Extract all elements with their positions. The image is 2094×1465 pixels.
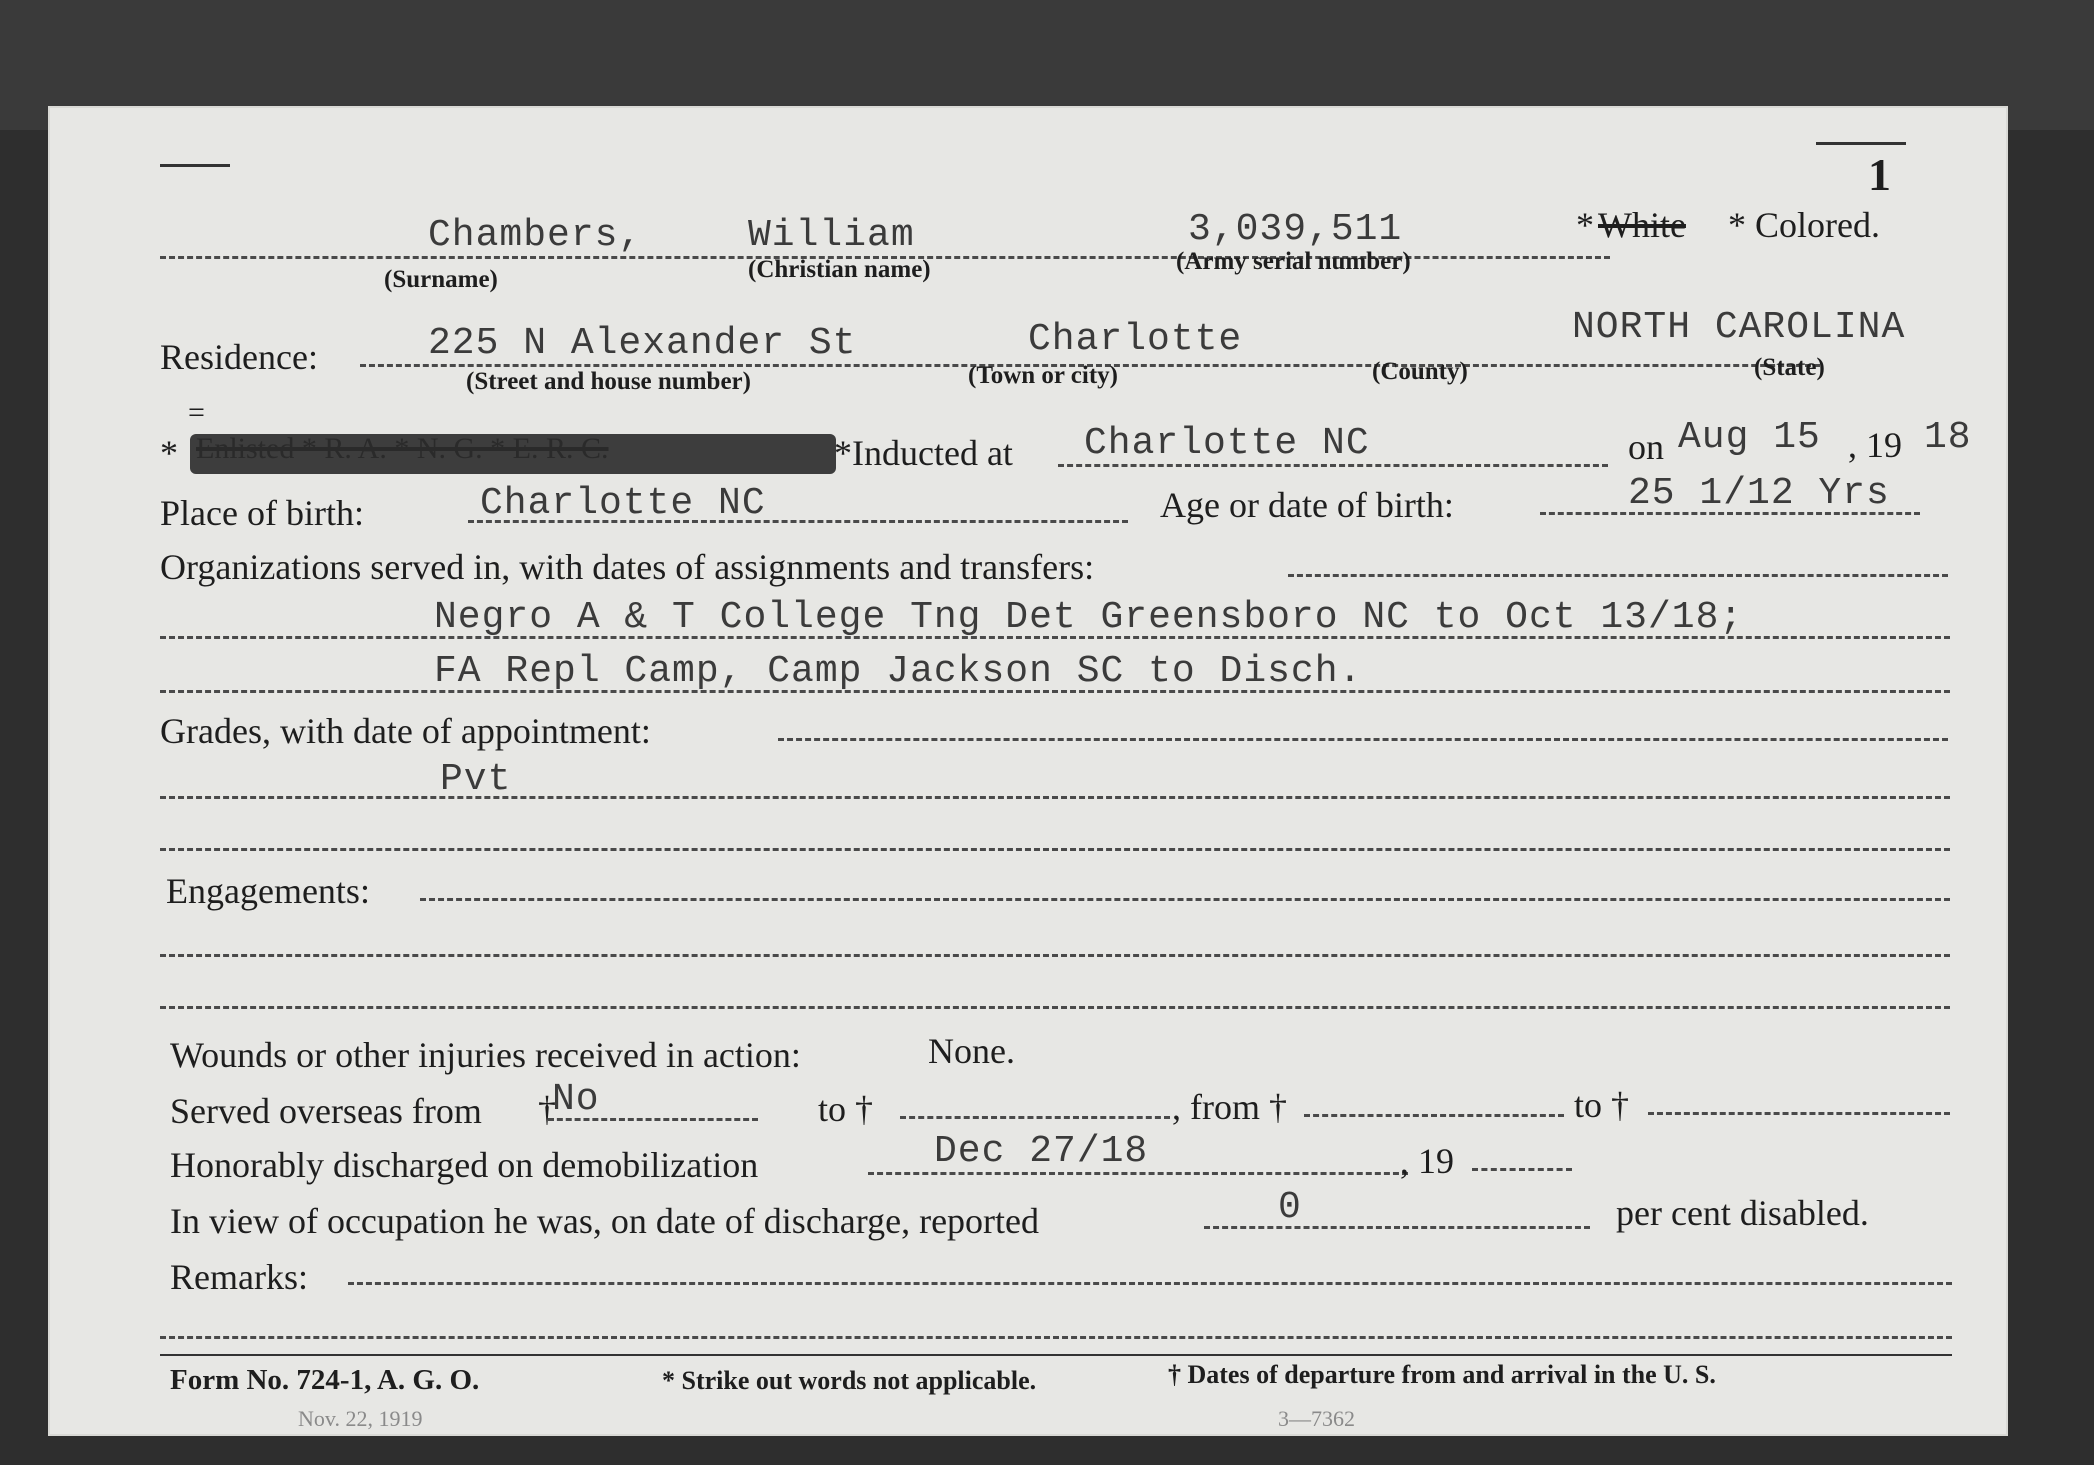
print-code: 3—7362: [1278, 1406, 1355, 1431]
street-value: 225 N Alexander St: [428, 322, 857, 365]
service-record-card: [48, 106, 2008, 1436]
organizations-line-0: [1288, 574, 1948, 577]
strike-out-note: * Strike out words not applicable.: [662, 1366, 1037, 1395]
remarks-line-1: [160, 1336, 1952, 1339]
grade-value: Pvt: [440, 758, 512, 801]
enlistment-marker: *: [160, 433, 178, 473]
disability-label: In view of occupation he was, on date of discharge, reported: [170, 1201, 1040, 1241]
wounds-label: Wounds or other injuries received in action:: [170, 1035, 801, 1075]
overseas-to2-line: [1648, 1112, 1950, 1115]
grades-line-0: [778, 738, 1948, 741]
inducted-at-label: *Inducted at: [834, 433, 1013, 473]
remarks-label: Remarks:: [170, 1257, 308, 1297]
remarks-line-0: [348, 1282, 1952, 1285]
state-caption: (State): [1754, 354, 1825, 381]
age-value: 25 1/12 Yrs: [1628, 472, 1890, 515]
card-number: 1: [1868, 149, 1891, 200]
discharge-label: Honorably discharged on demobilization: [170, 1145, 759, 1185]
race-colored: * Colored.: [1728, 205, 1880, 245]
equals-mark: =: [188, 396, 205, 429]
overseas-to-line: [900, 1116, 1170, 1119]
grades-line-1: [160, 796, 1950, 799]
overseas-from-value: No: [552, 1078, 600, 1121]
age-label: Age or date of birth:: [1160, 485, 1454, 525]
street-caption: (Street and house number): [466, 368, 751, 395]
town-value: Charlotte: [1028, 318, 1243, 361]
discharge-date-value: Dec 27/18: [934, 1130, 1149, 1173]
residence-label: Residence:: [160, 337, 318, 377]
top-right-rule: [1816, 142, 1906, 145]
state-value: NORTH CAROLINA: [1572, 306, 1906, 349]
christian-name-caption: (Christian name): [748, 256, 931, 283]
engagements-label: Engagements:: [166, 871, 370, 911]
engagements-line-2: [160, 1006, 1950, 1009]
struck-enlistment-options: Enlisted * R. A. * N. G. * E. R. C.: [196, 432, 609, 465]
organization-entry-1: Negro A & T College Tng Det Greensboro NC to Oct 13/18;: [434, 596, 1744, 639]
discharge-year-line: [1472, 1168, 1572, 1171]
footer-rule: [160, 1354, 1952, 1356]
race-white-struck: White: [1598, 205, 1686, 245]
engagements-line-0: [420, 898, 1950, 901]
birth-place-label: Place of birth:: [160, 493, 364, 533]
christian-name-value: William: [748, 214, 915, 257]
overseas-label: Served overseas from: [170, 1091, 482, 1131]
overseas-from2-line: [1304, 1114, 1564, 1117]
town-caption: (Town or city): [968, 362, 1118, 389]
induction-on-label: on: [1628, 427, 1664, 467]
overseas-from2-label: , from †: [1172, 1087, 1287, 1127]
grades-line-2: [160, 848, 1950, 851]
discharge-year-label: , 19: [1400, 1141, 1454, 1181]
induction-year-value: 18: [1924, 416, 1972, 459]
organization-entry-2: FA Repl Camp, Camp Jackson SC to Disch.: [434, 650, 1363, 693]
grades-label: Grades, with date of appointment:: [160, 711, 651, 751]
overseas-to2-label: to †: [1574, 1085, 1630, 1125]
serial-number-value: 3,039,511: [1188, 208, 1403, 251]
overseas-dagger: †: [538, 1089, 556, 1129]
disability-line: [1204, 1226, 1590, 1229]
organizations-label: Organizations served in, with dates of assignments and transfers:: [160, 547, 1095, 587]
induction-date-value: Aug 15: [1678, 416, 1821, 459]
wounds-value: None.: [928, 1031, 1015, 1071]
birth-place-value: Charlotte NC: [480, 482, 766, 525]
overseas-to-label: to †: [818, 1089, 874, 1129]
disability-suffix: per cent disabled.: [1616, 1193, 1869, 1233]
induction-year-prefix: , 19: [1848, 425, 1902, 465]
disability-value: 0: [1278, 1186, 1302, 1229]
form-date: Nov. 22, 1919: [298, 1406, 423, 1431]
top-left-rule: [160, 164, 230, 167]
induction-place-value: Charlotte NC: [1084, 422, 1370, 465]
engagements-line-1: [160, 954, 1950, 957]
serial-number-caption: (Army serial number): [1176, 248, 1411, 275]
form-number: Form No. 724-1, A. G. O.: [170, 1364, 480, 1396]
county-caption: (County): [1372, 358, 1468, 385]
race-marker: *: [1576, 205, 1594, 245]
surname-caption: (Surname): [384, 266, 498, 293]
surname-value: Chambers,: [428, 214, 643, 257]
dates-note: † Dates of departure from and arrival in the U. S.: [1168, 1360, 1716, 1389]
